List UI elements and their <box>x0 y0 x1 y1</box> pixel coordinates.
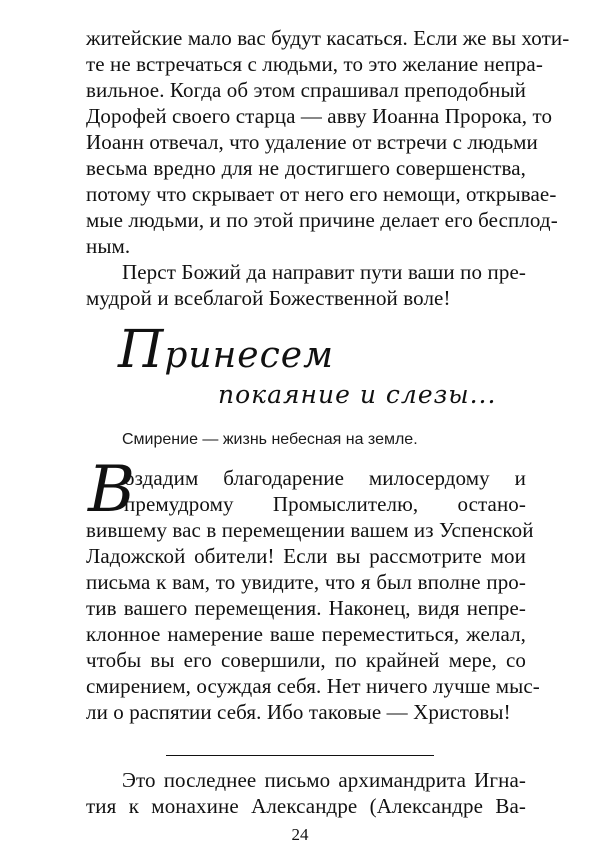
text-line: премудрому Промыслителю, остано- <box>124 492 526 516</box>
footnote-line: Это последнее письмо архимандрита Игна- <box>122 768 526 792</box>
drop-cap: В <box>88 453 136 527</box>
text-line: ным. <box>86 234 131 258</box>
text-line: чтобы вы его совершили, по крайней мере, со <box>86 648 526 672</box>
text-line: мудрой и всеблагой Божественной воле! <box>86 286 451 310</box>
text-line: те не встречаться с людьми, то это желание непра- <box>86 52 543 76</box>
footnote-line: тия к монахине Александре (Александре Ва- <box>86 794 526 818</box>
section-title-line-2: покаяние и слезы... <box>218 380 497 409</box>
text-line: весьма вредно для не достигшего совершенства, <box>86 156 526 180</box>
section-title-line-1 <box>118 320 334 380</box>
text-line: Дорофей своего старца — авву Иоанна Пророка, то <box>86 104 553 128</box>
text-line: Иоанн отвечал, что удаление от встречи с людьми <box>86 130 538 154</box>
text-line: ли о распятии себя. Ибо таковые — Христовы! <box>86 700 511 724</box>
text-line: письма к вам, то увидите, что я был вполне про- <box>86 570 526 594</box>
footnote-rule <box>166 755 434 756</box>
text-line: смирением, осуждая себя. Нет ничего лучше мыс- <box>86 674 540 698</box>
title-initial: П <box>118 320 165 380</box>
text-line: житейские мало вас будут касаться. Если же вы хоти- <box>86 26 570 50</box>
text-line: вившему вас в перемещении вашем из Успенской <box>86 518 534 542</box>
title-rest: ринесем <box>164 335 334 376</box>
text-line: оздадим благодарение милосердому и <box>124 466 526 490</box>
text-line: клонное намерение ваше переместиться, желал, <box>86 622 526 646</box>
text-line: вильное. Когда об этом спрашивал преподобный <box>86 78 527 102</box>
text-line: мые людьми, и по этой причине делает его бесплод- <box>86 208 558 232</box>
text-line: потому что скрывает от него его немощи, открывае- <box>86 182 557 206</box>
epigraph: Смирение — жизнь небесная на земле. <box>122 431 418 448</box>
page-number: 24 <box>291 825 309 844</box>
text-line: Ладожской обители! Если вы рассмотрите мои <box>86 544 526 568</box>
text-line: Перст Божий да направит пути ваши по пре- <box>122 260 526 284</box>
text-line: тив вашего перемещения. Наконец, видя непре- <box>86 596 526 620</box>
